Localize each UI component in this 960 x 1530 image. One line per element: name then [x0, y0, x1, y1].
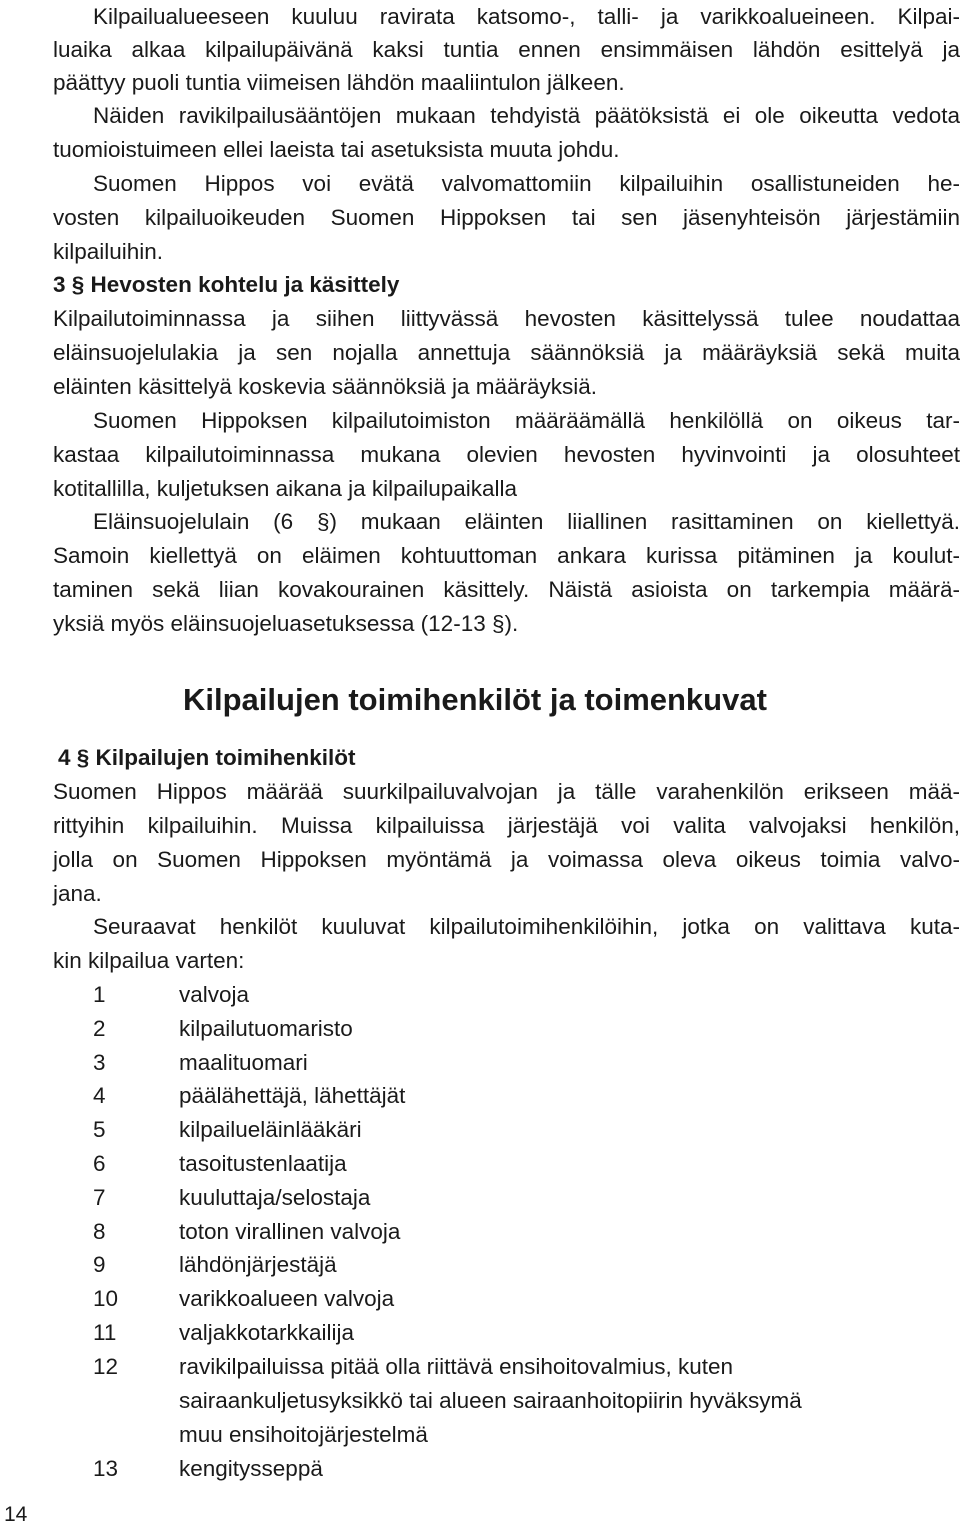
- paragraph-line: tuomioistuimeen ellei laeista tai asetuksista muuta johdu.: [53, 137, 620, 162]
- list-item: toton virallinen valvoja: [179, 1219, 401, 1244]
- list-number: 9: [93, 1252, 106, 1277]
- list-number: 7: [93, 1185, 106, 1210]
- paragraph-line: eläinten käsittelyä koskevia säännöksiä ja määräyksiä.: [53, 374, 598, 399]
- list-item: päälähettäjä, lähettäjät: [179, 1083, 406, 1108]
- list-item: kilpailueläinlääkäri: [179, 1117, 362, 1142]
- list-number: 1: [93, 982, 106, 1007]
- paragraph-line: Kilpailutoiminnassa ja siihen liittyvässä hevosten käsittelyssä tulee noudattaa: [53, 306, 960, 331]
- paragraph-line: Suomen Hippos määrää suurkilpailuvalvojan ja tälle varahenkilön erikseen mää-: [53, 779, 960, 804]
- paragraph-line: kastaa kilpailutoiminnassa mukana olevien hevosten hyvinvointi ja olosuhteet: [53, 442, 960, 467]
- paragraph-line: Seuraavat henkilöt kuuluvat kilpailutoimihenkilöihin, jotka on valittava kuta-: [93, 914, 960, 939]
- list-number: 11: [93, 1320, 117, 1345]
- paragraph-line: vosten kilpailuoikeuden Suomen Hippoksen tai sen jäsenyhteisön järjestämiin: [53, 205, 960, 230]
- paragraph-line: Samoin kiellettyä on eläimen kohtuuttoman ankara kurissa pitäminen ja koulut-: [53, 543, 960, 568]
- list-item: maalituomari: [179, 1050, 308, 1075]
- list-number: 5: [93, 1117, 106, 1142]
- list-number: 8: [93, 1219, 106, 1244]
- paragraph-line: luaika alkaa kilpailupäivänä kaksi tuntia ennen ensimmäisen lähdön esittelyä ja: [53, 37, 960, 62]
- list-number: 6: [93, 1151, 106, 1176]
- chapter-title: [0, 678, 960, 722]
- list-number: 4: [93, 1083, 106, 1108]
- list-item: kilpailutuomaristo: [179, 1016, 353, 1041]
- list-item: lähdönjärjestäjä: [179, 1252, 337, 1277]
- list-item: tasoitustenlaatija: [179, 1151, 347, 1176]
- paragraph-line: päättyy puoli tuntia viimeisen lähdön maaliintulon jälkeen.: [53, 70, 625, 95]
- list-number: 2: [93, 1016, 106, 1041]
- paragraph-line: jana.: [53, 881, 102, 906]
- paragraph-line: yksiä myös eläinsuojeluasetuksessa (12-13 §).: [53, 611, 519, 636]
- list-item: kengitysseppä: [179, 1456, 323, 1481]
- paragraph-line: rittyihin kilpailuihin. Muissa kilpailuissa järjestäjä voi valita valvojaksi henkilön,: [53, 813, 960, 838]
- paragraph-line: taminen sekä liian kovakourainen käsittely. Näistä asioista on tarkempia määrä-: [53, 577, 960, 602]
- paragraph-line: Suomen Hippos voi evätä valvomattomiin kilpailuihin osallistuneiden he-: [93, 171, 960, 196]
- list-item: valvoja: [179, 982, 250, 1007]
- section-heading: 3 § Hevosten kohtelu ja käsittely: [53, 272, 400, 297]
- paragraph-line: Näiden ravikilpailusääntöjen mukaan tehdyistä päätöksistä ei ole oikeutta vedota: [93, 103, 960, 128]
- list-number: 3: [93, 1050, 106, 1075]
- list-item-continuation: sairaankuljetusyksikkö tai alueen sairaanhoitopiirin hyväksymä: [179, 1388, 802, 1413]
- page-number: 14: [4, 1503, 28, 1526]
- list-item: kuuluttaja/selostaja: [179, 1185, 371, 1210]
- section-heading: 4 § Kilpailujen toimihenkilöt: [58, 745, 356, 770]
- paragraph-line: Kilpailualueeseen kuuluu ravirata katsomo-, talli- ja varikkoalueineen. Kilpai-: [93, 4, 960, 29]
- paragraph-line: jolla on Suomen Hippoksen myöntämä ja voimassa oleva oikeus toimia valvo-: [53, 847, 960, 872]
- paragraph-line: kilpailuihin.: [53, 239, 164, 264]
- list-number: 12: [93, 1354, 119, 1379]
- list-item: varikkoalueen valvoja: [179, 1286, 395, 1311]
- list-item: valjakkotarkkailija: [179, 1320, 355, 1345]
- paragraph-line: Eläinsuojelulain (6 §) mukaan eläinten liiallinen rasittaminen on kiellettyä.: [93, 509, 960, 534]
- paragraph-line: kin kilpailua varten:: [53, 948, 245, 973]
- list-item: ravikilpailuissa pitää olla riittävä ensihoitovalmius, kuten: [179, 1354, 734, 1379]
- chapter-title-text: Kilpailujen toimihenkilöt ja toimenkuvat: [183, 682, 767, 717]
- paragraph-line: kotitallilla, kuljetuksen aikana ja kilpailupaikalla: [53, 476, 518, 501]
- paragraph-line: eläinsuojelulakia ja sen nojalla annettuja säännöksiä ja määräyksiä sekä muita: [53, 340, 960, 365]
- list-item-continuation: muu ensihoitojärjestelmä: [179, 1422, 428, 1447]
- paragraph-line: Suomen Hippoksen kilpailutoimiston määräämällä henkilöllä on oikeus tar-: [93, 408, 960, 433]
- list-number: 13: [93, 1456, 119, 1481]
- list-number: 10: [93, 1286, 119, 1311]
